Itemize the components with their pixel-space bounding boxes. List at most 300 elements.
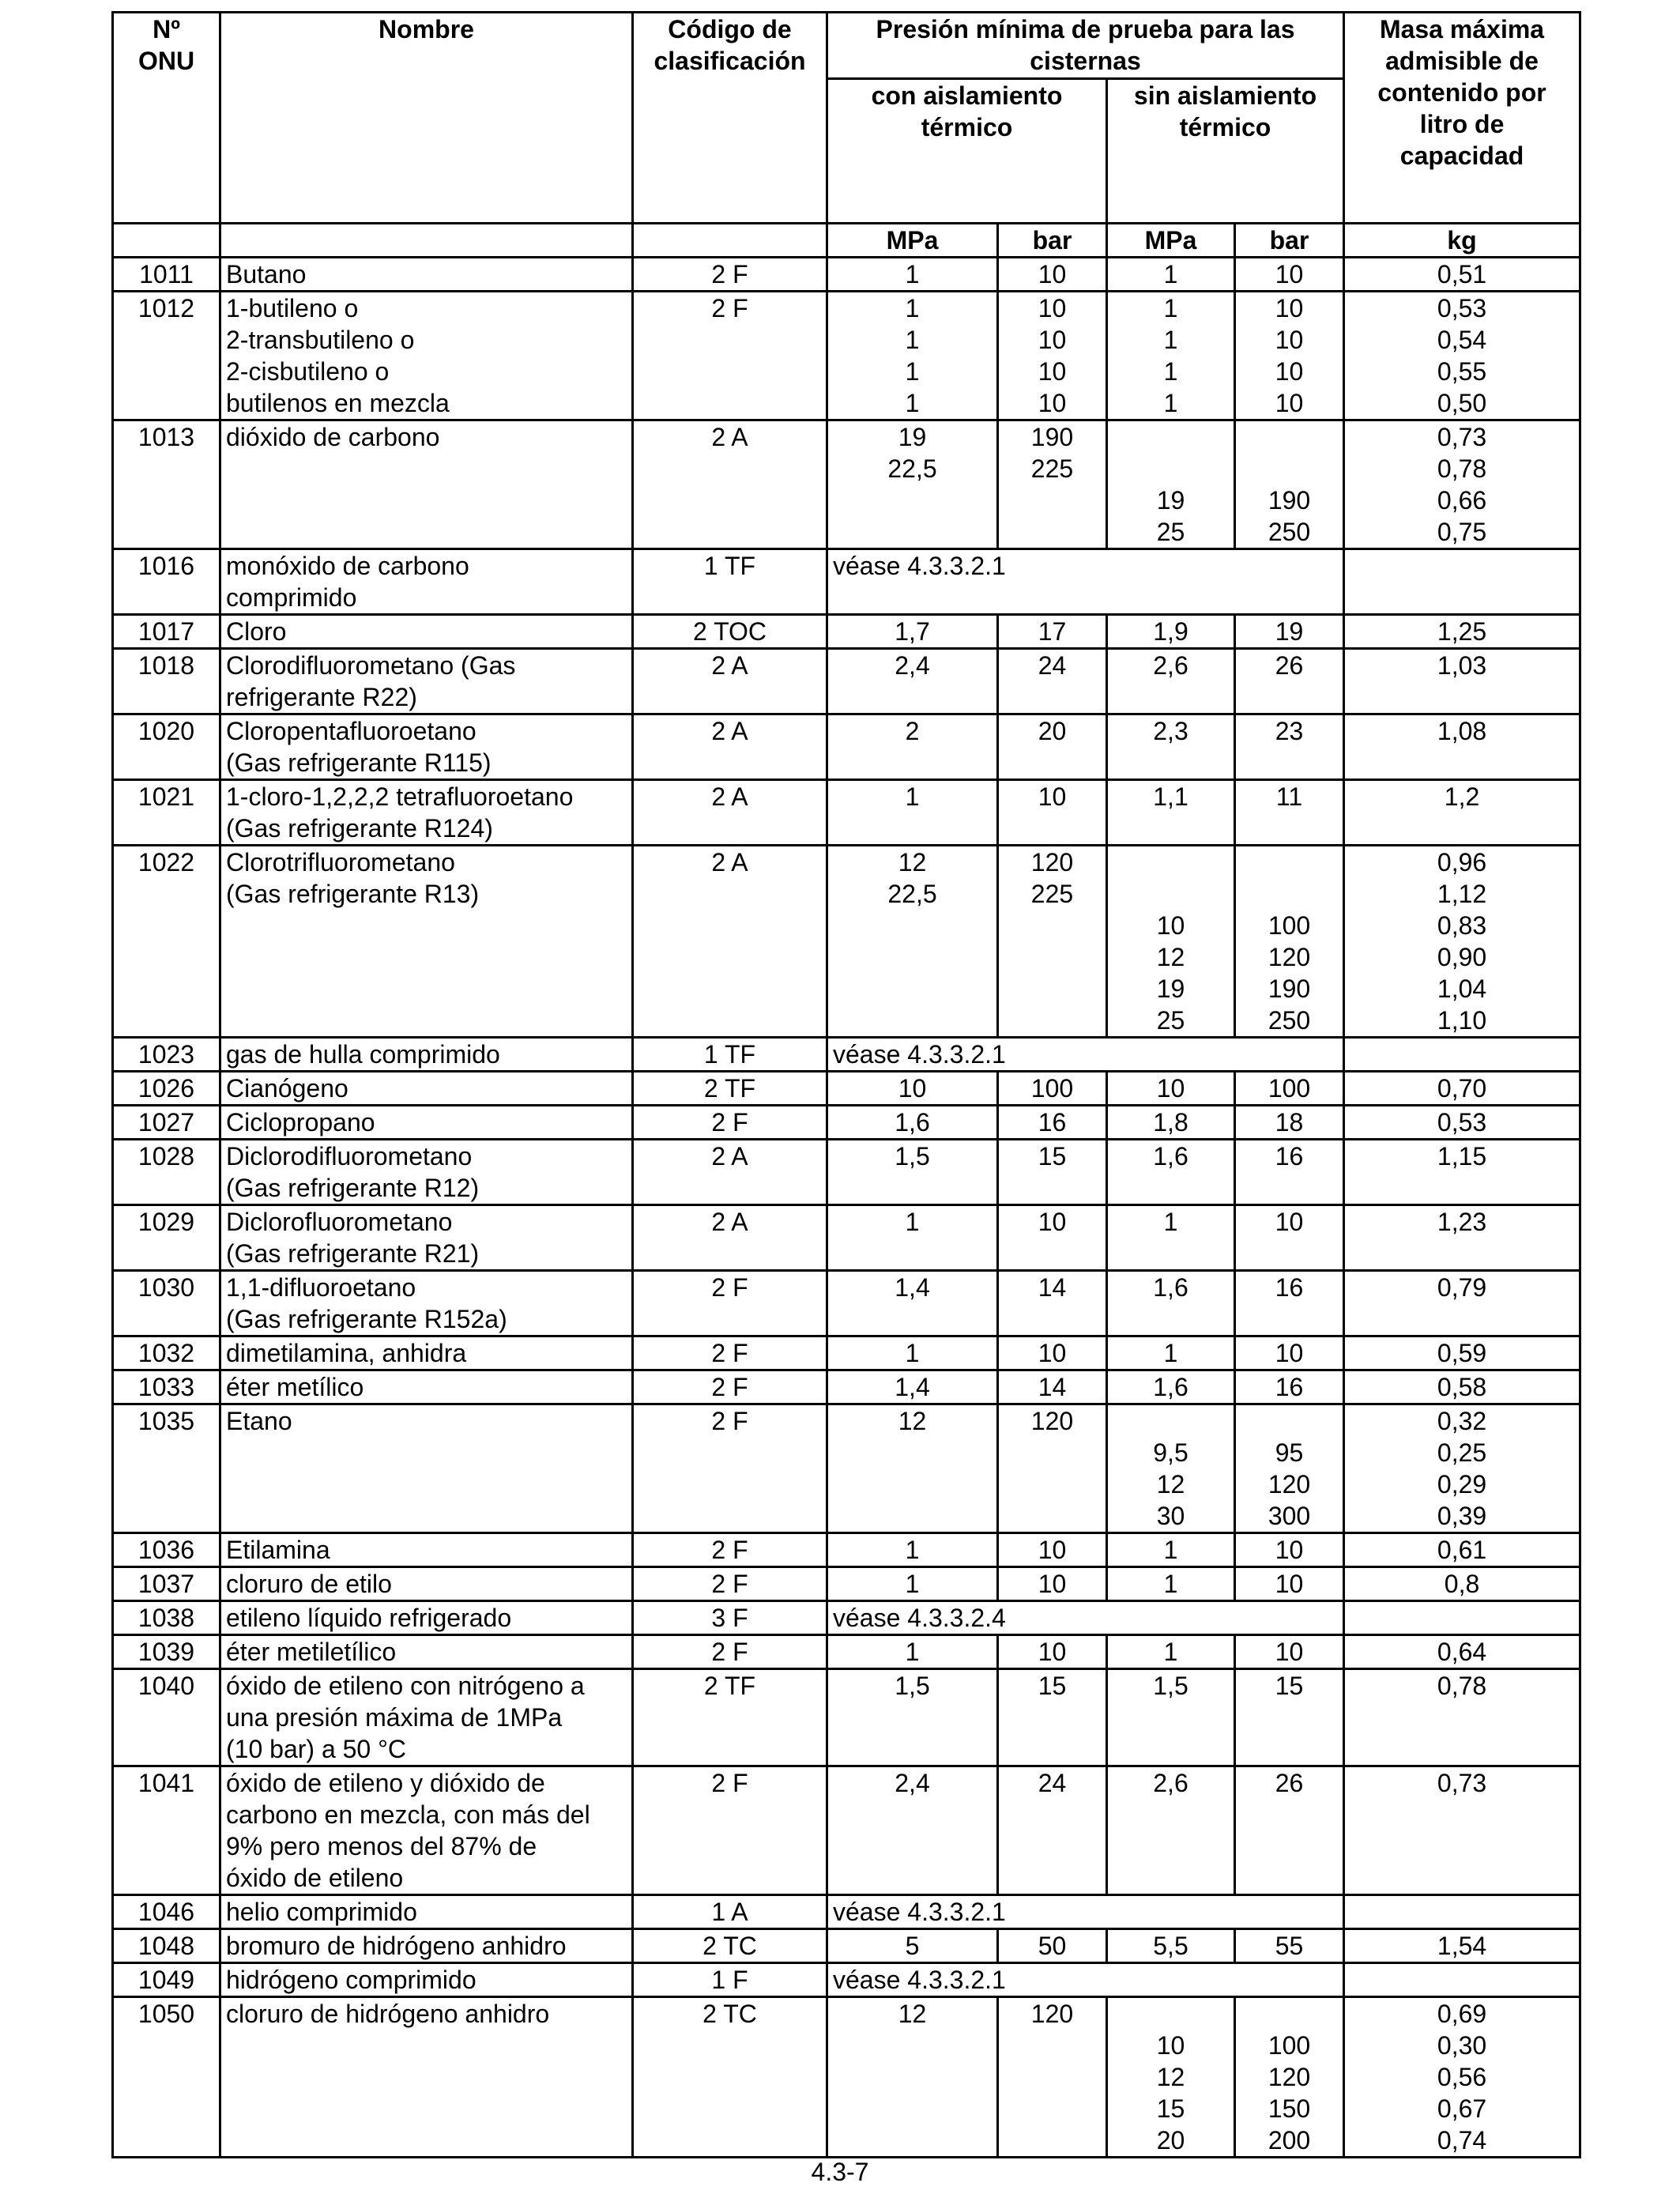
cell-line: 0,29 (1437, 1470, 1487, 1498)
cell-line: 1 (1163, 389, 1178, 417)
cell-un-number: 1050 (113, 1997, 220, 2158)
cell-line (833, 2093, 992, 2124)
cell-line: 5 (905, 1932, 920, 1960)
table-row (113, 1766, 1580, 1895)
cell-line: 1 (905, 294, 920, 322)
cell-line: 0,73 (1437, 423, 1487, 451)
cell-uninsulated-bar (1235, 258, 1344, 292)
cell-uninsulated-mpa (1107, 1336, 1235, 1370)
cell-reference: véase 4.3.3.2.1 (827, 1895, 1344, 1929)
cell-line: éter metiletílico (226, 1638, 397, 1666)
cell-un-number: 1017 (113, 615, 220, 649)
cell-max-mass-kg (1344, 846, 1580, 1038)
cell-name (220, 258, 633, 292)
cell-line: 10 (1275, 389, 1304, 417)
cell-insulated-mpa (827, 1997, 998, 2158)
cell-line: carbono en mezcla, con más del (226, 1800, 590, 1829)
cell-name (220, 780, 633, 846)
cell-line: etileno líquido refrigerado (226, 1604, 512, 1632)
header-insulated: con aislamiento térmico (827, 78, 1107, 223)
cell-name (220, 846, 633, 1038)
cell-line: refrigerante R22) (226, 683, 417, 711)
cell-insulated-mpa (827, 1370, 998, 1404)
cell-name (220, 420, 633, 549)
cell-un-number: 1012 (113, 292, 220, 420)
cell-uninsulated-mpa (1107, 1271, 1235, 1336)
cell-line: 25 (1156, 518, 1185, 546)
cell-line: 225 (1030, 880, 1074, 908)
cell-line: 120 (1030, 1407, 1074, 1435)
cell-line (833, 941, 992, 973)
cell-line: 250 (1268, 1006, 1311, 1035)
cell-line: 10 (1275, 1570, 1304, 1598)
cell-line: cloruro de hidrógeno anhidro (226, 2000, 550, 2028)
cell-name (220, 1895, 633, 1929)
cell-line: 10 (1275, 1638, 1304, 1666)
cell-line: 300 (1268, 1502, 1311, 1530)
cell-uninsulated-bar (1235, 846, 1344, 1038)
cell-line: 19 (1275, 617, 1304, 646)
cell-line: 12 (898, 848, 927, 876)
table-row (113, 1963, 1580, 1997)
cell-line: 1,8 (1153, 1108, 1188, 1137)
cell-line: 15 (1038, 1672, 1067, 1700)
cell-line: 0,58 (1437, 1373, 1487, 1401)
cell-uninsulated-bar (1235, 1205, 1344, 1271)
cell-line: Diclorofluorometano (226, 1208, 453, 1236)
cell-line: 10 (1156, 2031, 1185, 2060)
cell-insulated-bar (998, 1766, 1107, 1895)
cell-name (220, 1140, 633, 1205)
cell-line: cloruro de etilo (226, 1570, 392, 1598)
unit-blank-un (113, 224, 220, 258)
cell-uninsulated-bar (1235, 1370, 1344, 1404)
header-min-test-pressure: Presión mínima de prueba para las cisternas (827, 13, 1344, 79)
header-classification-code: Código de clasificación (633, 13, 827, 224)
cell-un-number: 1041 (113, 1766, 220, 1895)
cell-line: 1 (1163, 357, 1178, 386)
cell-line (1113, 846, 1229, 878)
table-row (113, 549, 1580, 615)
cell-classification-code: 2 TC (633, 1997, 827, 2158)
header-un-number: Nº ONU (113, 13, 220, 224)
cell-classification-code: 2 F (633, 1370, 827, 1404)
cell-max-mass-kg (1344, 420, 1580, 549)
cell-uninsulated-mpa (1107, 292, 1235, 420)
cell-line: 10 (1038, 1536, 1067, 1564)
cell-max-mass-kg (1344, 1669, 1580, 1766)
cell-name (220, 1766, 633, 1895)
cell-line: 22,5 (887, 454, 937, 483)
unit-bar-uninsulated: bar (1235, 224, 1344, 258)
cell-classification-code: 2 F (633, 258, 827, 292)
cell-classification-code: 2 A (633, 649, 827, 714)
cell-line: 2,3 (1153, 717, 1188, 745)
cell-line: 10 (1038, 1339, 1067, 1367)
cell-insulated-mpa (827, 1336, 998, 1370)
cell-insulated-mpa (827, 780, 998, 846)
cell-max-mass-kg (1344, 1635, 1580, 1669)
cell-line: 0,67 (1437, 2094, 1487, 2123)
cell-classification-code: 2 A (633, 846, 827, 1038)
cell-max-mass-kg (1344, 1963, 1580, 1997)
cell-insulated-bar (998, 420, 1107, 549)
cell-line: 24 (1038, 651, 1067, 680)
cell-un-number: 1013 (113, 420, 220, 549)
cell-line: 12 (1156, 943, 1185, 971)
cell-classification-code: 2 TF (633, 1669, 827, 1766)
cell-uninsulated-bar (1235, 1635, 1344, 1669)
cell-insulated-mpa (827, 1205, 998, 1271)
cell-line (1113, 421, 1229, 453)
cell-classification-code: 2 A (633, 780, 827, 846)
cell-line: 22,5 (887, 880, 937, 908)
cell-line: 100 (1268, 2031, 1311, 2060)
cell-max-mass-kg (1344, 1038, 1580, 1072)
cell-insulated-bar (998, 292, 1107, 420)
cell-line: 100 (1268, 1074, 1311, 1103)
cell-insulated-bar (998, 1997, 1107, 2158)
cell-line: 14 (1038, 1373, 1067, 1401)
cell-line (1004, 910, 1101, 941)
cell-line: 1 (1163, 1570, 1178, 1598)
cell-line: 225 (1030, 454, 1074, 483)
cell-line: Diclorodifluorometano (226, 1142, 473, 1171)
cell-line: comprimido (226, 583, 357, 612)
cell-insulated-mpa (827, 1072, 998, 1106)
cell-un-number: 1039 (113, 1635, 220, 1669)
cell-insulated-bar (998, 615, 1107, 649)
cell-insulated-mpa (827, 1404, 998, 1533)
cell-un-number: 1032 (113, 1336, 220, 1370)
cell-un-number: 1011 (113, 258, 220, 292)
cell-line: 10 (1038, 389, 1067, 417)
cell-line: 17 (1038, 617, 1067, 646)
cell-line: 10 (1038, 1208, 1067, 1236)
cell-line: 20 (1156, 2126, 1185, 2154)
cell-line: 2,4 (895, 1769, 930, 1797)
gas-pressure-table (111, 11, 1581, 2158)
cell-line: 2-cisbutileno o (226, 357, 390, 386)
cell-line: 1,9 (1153, 617, 1188, 646)
cell-line (1241, 878, 1338, 910)
cell-line: 0,75 (1437, 518, 1487, 546)
cell-classification-code: 2 TF (633, 1072, 827, 1106)
cell-line: 2 (905, 717, 920, 745)
cell-uninsulated-mpa (1107, 420, 1235, 549)
cell-line: 120 (1268, 2063, 1311, 2091)
cell-line: 200 (1268, 2126, 1311, 2154)
cell-line: una presión máxima de 1MPa (226, 1703, 563, 1732)
cell-line: (Gas refrigerante R12) (226, 1174, 480, 1202)
cell-uninsulated-bar (1235, 1140, 1344, 1205)
cell-insulated-mpa (827, 1766, 998, 1895)
cell-line (833, 1437, 992, 1468)
cell-line: 1 (1163, 1339, 1178, 1367)
cell-line: 0,74 (1437, 2126, 1487, 2154)
cell-max-mass-kg (1344, 780, 1580, 846)
cell-line (1004, 1437, 1101, 1468)
cell-uninsulated-mpa (1107, 846, 1235, 1038)
cell-name (220, 615, 633, 649)
table-row (113, 846, 1580, 1038)
unit-blank-code (633, 224, 827, 258)
table-row (113, 258, 1580, 292)
cell-line: 1,54 (1437, 1932, 1487, 1960)
cell-line: 26 (1275, 651, 1304, 680)
cell-line: 190 (1268, 974, 1311, 1003)
cell-line: Clorotrifluorometano (226, 848, 455, 876)
cell-uninsulated-mpa (1107, 1140, 1235, 1205)
cell-line (1241, 1998, 1338, 2030)
cell-line (833, 484, 992, 516)
cell-line (1241, 846, 1338, 878)
cell-line: 1 (1163, 294, 1178, 322)
cell-line: 1,10 (1437, 1006, 1487, 1035)
cell-line: 1 (905, 357, 920, 386)
cell-line (833, 973, 992, 1005)
cell-classification-code: 2 F (633, 1336, 827, 1370)
cell-line: Cloro (226, 617, 287, 646)
cell-line: 18 (1275, 1108, 1304, 1137)
cell-insulated-bar (998, 1533, 1107, 1567)
cell-classification-code: 1 A (633, 1895, 827, 1929)
cell-line: bromuro de hidrógeno anhidro (226, 1932, 567, 1960)
table-row (113, 780, 1580, 846)
cell-insulated-bar (998, 1929, 1107, 1963)
cell-max-mass-kg (1344, 714, 1580, 780)
cell-classification-code: 2 F (633, 1106, 827, 1140)
cell-line: 0,78 (1437, 454, 1487, 483)
cell-max-mass-kg (1344, 649, 1580, 714)
table-row (113, 1601, 1580, 1635)
table-row (113, 714, 1580, 780)
cell-line: 2,6 (1153, 651, 1188, 680)
cell-name (220, 1963, 633, 1997)
cell-name (220, 292, 633, 420)
cell-line: 12 (1156, 1470, 1185, 1498)
cell-line (1004, 2124, 1101, 2156)
cell-line: 1 (905, 389, 920, 417)
cell-classification-code: 2 F (633, 1533, 827, 1567)
cell-line: 1 (905, 1570, 920, 1598)
cell-uninsulated-bar (1235, 1072, 1344, 1106)
cell-line (833, 516, 992, 548)
cell-name (220, 1533, 633, 1567)
cell-max-mass-kg (1344, 258, 1580, 292)
cell-insulated-bar (998, 1669, 1107, 1766)
cell-classification-code: 2 TOC (633, 615, 827, 649)
cell-classification-code: 2 F (633, 292, 827, 420)
cell-line: 10 (1275, 260, 1304, 288)
cell-line: 0,50 (1437, 389, 1487, 417)
cell-line: 12 (898, 2000, 927, 2028)
cell-line: Ciclopropano (226, 1108, 375, 1137)
cell-un-number: 1018 (113, 649, 220, 714)
cell-line: 2,4 (895, 651, 930, 680)
cell-insulated-mpa (827, 649, 998, 714)
cell-line: helio comprimido (226, 1898, 417, 1926)
cell-line (1004, 973, 1101, 1005)
cell-line: óxido de etileno con nitrógeno a (226, 1672, 585, 1700)
cell-uninsulated-bar (1235, 1533, 1344, 1567)
cell-line: Cianógeno (226, 1074, 348, 1103)
cell-line: 55 (1275, 1932, 1304, 1960)
cell-line: Clorodifluorometano (Gas (226, 651, 516, 680)
cell-line: (Gas refrigerante R152a) (226, 1305, 507, 1333)
cell-uninsulated-mpa (1107, 780, 1235, 846)
cell-line: 1 (905, 326, 920, 354)
table-row (113, 1038, 1580, 1072)
cell-line: 1,4 (895, 1373, 930, 1401)
cell-max-mass-kg (1344, 1567, 1580, 1601)
cell-line (1004, 1468, 1101, 1500)
cell-line: butilenos en mezcla (226, 389, 450, 417)
cell-line: monóxido de carbono (226, 552, 469, 580)
cell-un-number: 1023 (113, 1038, 220, 1072)
cell-uninsulated-bar (1235, 1336, 1344, 1370)
cell-classification-code: 2 A (633, 420, 827, 549)
cell-classification-code: 2 F (633, 1404, 827, 1533)
table-row (113, 1635, 1580, 1669)
cell-insulated-mpa (827, 1635, 998, 1669)
cell-uninsulated-bar (1235, 1567, 1344, 1601)
cell-line: 0,64 (1437, 1638, 1487, 1666)
cell-uninsulated-bar (1235, 292, 1344, 420)
cell-name (220, 1106, 633, 1140)
cell-insulated-mpa (827, 714, 998, 780)
page-number: 4.3-7 (811, 2158, 869, 2186)
cell-max-mass-kg (1344, 1533, 1580, 1567)
cell-line: 1,12 (1437, 880, 1487, 908)
cell-line: 12 (1156, 2063, 1185, 2091)
cell-line (1004, 1005, 1101, 1036)
cell-un-number: 1021 (113, 780, 220, 846)
cell-uninsulated-mpa (1107, 1669, 1235, 1766)
cell-line: 1,5 (895, 1672, 930, 1700)
cell-line: 0,59 (1437, 1339, 1487, 1367)
cell-uninsulated-bar (1235, 1997, 1344, 2158)
cell-line: 1,6 (1153, 1273, 1188, 1302)
cell-uninsulated-mpa (1107, 1997, 1235, 2158)
cell-line (1004, 2093, 1101, 2124)
cell-max-mass-kg (1344, 1072, 1580, 1106)
cell-line: 1 (1163, 260, 1178, 288)
cell-line (1004, 484, 1101, 516)
cell-max-mass-kg (1344, 1766, 1580, 1895)
cell-line: 0,30 (1437, 2031, 1487, 2060)
unit-mpa-uninsulated: MPa (1107, 224, 1235, 258)
cell-line: óxido de etileno y dióxido de (226, 1769, 545, 1797)
cell-line: 1,08 (1437, 717, 1487, 745)
cell-classification-code: 1 TF (633, 1038, 827, 1072)
cell-name (220, 549, 633, 615)
cell-line: 0,73 (1437, 1769, 1487, 1797)
cell-insulated-mpa (827, 1140, 998, 1205)
cell-line: hidrógeno comprimido (226, 1966, 477, 1994)
cell-line: 10 (1038, 294, 1067, 322)
cell-line: 2,6 (1153, 1769, 1188, 1797)
cell-line: 10 (898, 1074, 927, 1103)
cell-line: 100 (1030, 1074, 1074, 1103)
cell-classification-code: 2 A (633, 714, 827, 780)
cell-line: Cloropentafluoroetano (226, 717, 477, 745)
cell-line: 50 (1038, 1932, 1067, 1960)
cell-line: 0,56 (1437, 2063, 1487, 2091)
cell-line: 0,55 (1437, 357, 1487, 386)
cell-line: 24 (1038, 1769, 1067, 1797)
cell-line: 10 (1275, 1208, 1304, 1236)
cell-line: 10 (1156, 911, 1185, 940)
header-uninsulated: sin aislamiento térmico (1107, 78, 1344, 223)
cell-line: (10 bar) a 50 °C (226, 1735, 407, 1763)
cell-line: 0,90 (1437, 943, 1487, 971)
cell-max-mass-kg (1344, 1929, 1580, 1963)
cell-uninsulated-bar (1235, 714, 1344, 780)
cell-line (1004, 1500, 1101, 1532)
cell-max-mass-kg (1344, 1205, 1580, 1271)
table-row (113, 1336, 1580, 1370)
cell-line: 250 (1268, 518, 1311, 546)
table-row (113, 615, 1580, 649)
cell-line (1113, 453, 1229, 484)
cell-line: 1 (1163, 326, 1178, 354)
cell-line: 1-cloro-1,2,2,2 tetrafluoroetano (226, 782, 574, 811)
cell-insulated-mpa (827, 1271, 998, 1336)
cell-un-number: 1049 (113, 1963, 220, 1997)
cell-insulated-bar (998, 1336, 1107, 1370)
cell-line: (Gas refrigerante R21) (226, 1239, 480, 1268)
cell-un-number: 1027 (113, 1106, 220, 1140)
cell-reference: véase 4.3.3.2.1 (827, 1963, 1344, 1997)
table-row (113, 1072, 1580, 1106)
cell-line: 16 (1275, 1142, 1304, 1171)
cell-insulated-bar (998, 258, 1107, 292)
cell-name (220, 1370, 633, 1404)
cell-line: 0,61 (1437, 1536, 1487, 1564)
table-row (113, 1929, 1580, 1963)
cell-uninsulated-bar (1235, 780, 1344, 846)
cell-line (1113, 878, 1229, 910)
cell-un-number: 1038 (113, 1601, 220, 1635)
cell-line: 0,39 (1437, 1502, 1487, 1530)
table-row (113, 1205, 1580, 1271)
cell-un-number: 1030 (113, 1271, 220, 1336)
cell-line: 1 (905, 1339, 920, 1367)
cell-line (1004, 516, 1101, 548)
cell-line: 1,23 (1437, 1208, 1487, 1236)
cell-line: 1 (905, 1208, 920, 1236)
cell-insulated-mpa (827, 846, 998, 1038)
cell-line: 1 (1163, 1208, 1178, 1236)
cell-line: 1,6 (1153, 1373, 1188, 1401)
cell-line: 150 (1268, 2094, 1311, 2123)
cell-line: 10 (1275, 326, 1304, 354)
cell-line: 10 (1038, 1638, 1067, 1666)
cell-line: 9% pero menos del 87% de (226, 1832, 537, 1860)
cell-line (1241, 453, 1338, 484)
table-row (113, 1404, 1580, 1533)
cell-line: 23 (1275, 717, 1304, 745)
cell-uninsulated-bar (1235, 1669, 1344, 1766)
cell-line: 10 (1038, 326, 1067, 354)
cell-line: 10 (1038, 1570, 1067, 1598)
cell-classification-code: 2 F (633, 1766, 827, 1895)
table-row (113, 1271, 1580, 1336)
cell-classification-code: 2 F (633, 1567, 827, 1601)
cell-line: 190 (1268, 486, 1311, 515)
cell-line: 1,25 (1437, 617, 1487, 646)
